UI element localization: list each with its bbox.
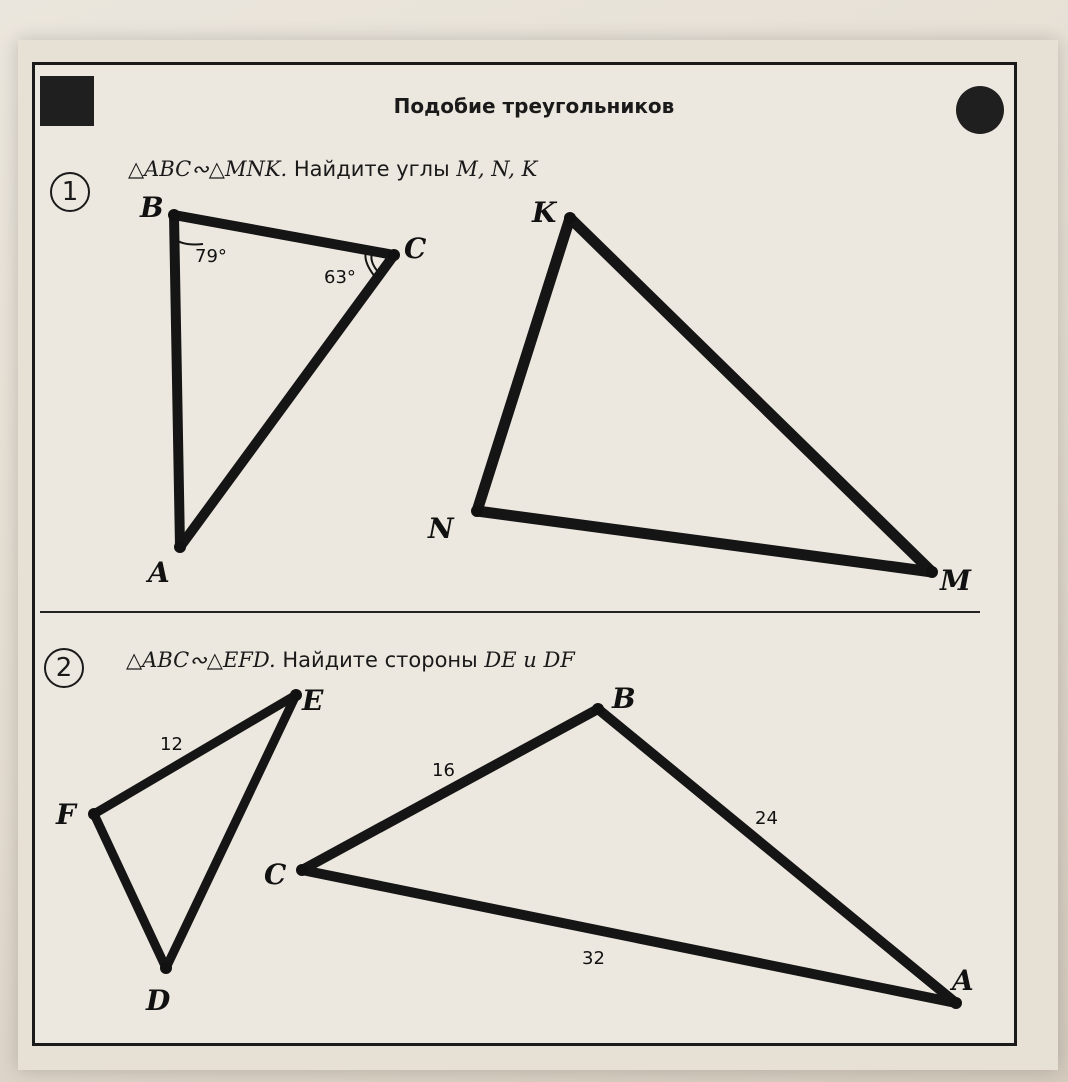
label-b: B [140, 191, 164, 224]
side-nm [477, 511, 932, 572]
label-e: E [302, 684, 324, 717]
task-2-question: Найдите стороны [282, 648, 478, 672]
vertex-a-dot [174, 541, 186, 553]
vertex-d-dot [160, 962, 172, 974]
vertex-k-dot [564, 212, 576, 224]
angle-b-value: 79° [195, 246, 227, 267]
vertex-m-dot [926, 566, 938, 578]
task-2-triangle-efd [55, 684, 324, 1017]
vertex-e-dot [290, 689, 302, 701]
label-b2: B [612, 682, 636, 715]
vertex-c2-dot [296, 864, 308, 876]
side-ba [598, 709, 956, 1003]
task-1-triangle-abc [139, 191, 427, 589]
side-cb-value: 16 [432, 760, 455, 781]
task-1-triangle-mnk [427, 196, 972, 597]
label-f: F [56, 798, 76, 831]
label-m: M [940, 564, 971, 597]
label-c2: C [264, 858, 287, 891]
label-k: K [532, 196, 557, 229]
side-kn [477, 218, 570, 511]
task-2-triangle-abc [264, 682, 974, 1009]
vertex-n-dot [471, 505, 483, 517]
vertex-b-dot [168, 209, 180, 221]
worksheet-title: Подобие треугольников [393, 94, 675, 118]
task-1-number: 1 [50, 172, 90, 212]
vertex-a2-dot [950, 997, 962, 1009]
label-n: N [428, 512, 454, 545]
task-1-condition: △ABC∾△MNK. [128, 157, 288, 181]
label-d: D [146, 984, 171, 1017]
side-ba-value: 24 [755, 808, 778, 829]
vertex-f-dot [88, 808, 100, 820]
vertex-c-dot [388, 249, 400, 261]
side-fe-value: 12 [160, 734, 183, 755]
task-1-unknowns: M, N, K [456, 157, 538, 181]
side-ab [174, 215, 180, 547]
label-a2: A [952, 964, 974, 997]
task-2-condition: △ABC∾△EFD. [126, 648, 276, 672]
vertex-b2-dot [592, 703, 604, 715]
task-2-unknowns: DE и DF [484, 648, 575, 672]
side-ca-value: 32 [582, 948, 605, 969]
task-2-number: 2 [44, 648, 84, 688]
task-1-question: Найдите углы [293, 157, 450, 181]
label-a: A [148, 556, 170, 589]
side-km [570, 218, 932, 572]
side-cb [302, 709, 598, 870]
side-ca [180, 255, 394, 547]
side-ca [302, 870, 956, 1003]
side-fd [94, 814, 166, 968]
label-c: C [404, 232, 427, 265]
angle-c-value: 63° [324, 267, 356, 288]
